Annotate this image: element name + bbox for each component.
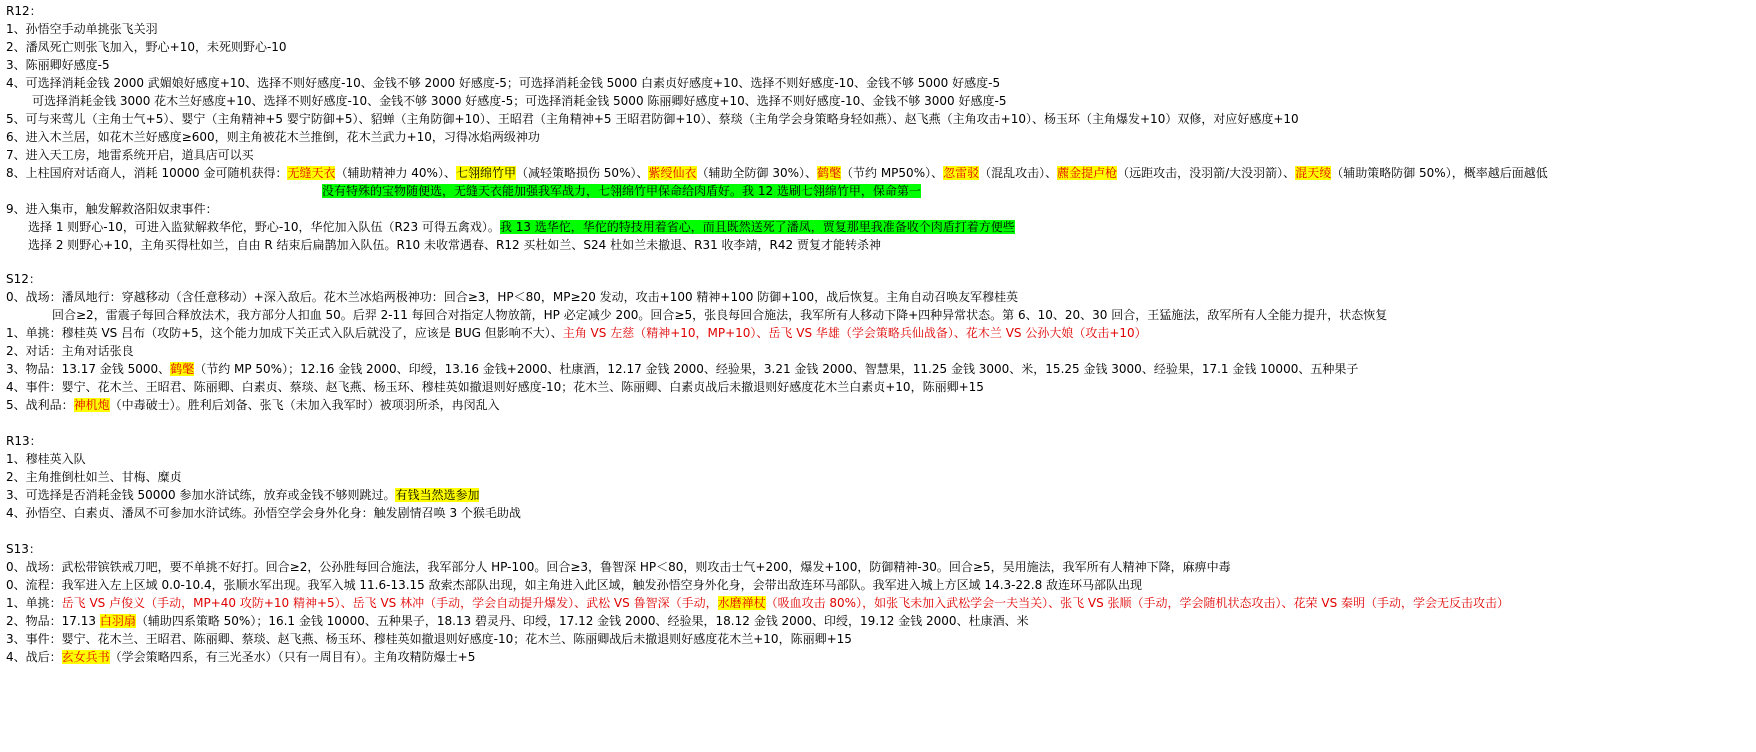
s13-line-2 <box>6 612 1029 630</box>
r12-line-4b: 可选择消耗金钱 3000 花木兰好感度+10、选择不则好感度-10、金钱不够 3000 好感度-5；可选择消耗金钱 5000 陈丽卿好感度+10、选择不则好感度-10、金钱不够 3000 好感度-5 <box>32 94 1007 108</box>
item-highlight: 混天绫 <box>1295 166 1332 180</box>
line-text: 3、物品：13.17 金钱 5000、 <box>6 362 171 376</box>
yellow-note: 有钱当然选参加 <box>395 488 480 502</box>
line-text: （节约 MP 50%）；12.16 金钱 2000、印绶，13.16 金钱+2000、杜康酒，12.17 金钱 2000、经验果，3.21 金钱 2000、智慧果，11.25 金钱 3000、米，15.25 金钱 3000、经验果，17.1 金钱 10000、五种果子 <box>194 362 1359 376</box>
red-text: 岳飞 VS 卢俊义（手动，MP+40 攻防+10 精神+5）、岳飞 VS 林冲（手动，学会自动提升爆发）、武松 VS 鲁智深（手动， <box>61 596 718 610</box>
r12-line-1: 1、孙悟空手动单挑张飞关羽 <box>6 22 158 36</box>
section-header-s13: S13： <box>6 542 41 556</box>
line-text: 3、可选择是否消耗金钱 50000 参加水浒试练，放弃或金钱不够则跳过。 <box>6 488 396 502</box>
item-desc: （辅助全防御 30%）、 <box>696 166 817 180</box>
red-text: 主角 VS 左慈（精神+10，MP+10）、岳飞 VS 华雄（学会策略兵仙战备）、花木兰 VS 公孙大娘（攻击+10） <box>562 326 1147 340</box>
item-desc: （混乱攻击）、 <box>979 166 1058 180</box>
r12-line-6: 6、进入木兰居，如花木兰好感度≥600，则主角被花木兰推倒，花木兰武力+10，习得冰焰两级神功 <box>6 130 540 144</box>
line-text: 1、单挑： <box>6 596 62 610</box>
item-highlight: 无缝天衣 <box>287 166 336 180</box>
item-highlight: 水磨禅杖 <box>717 596 766 610</box>
item-highlight: 藨金提卢枪 <box>1057 166 1118 180</box>
r12-line-4a: 4、可选择消耗金钱 2000 武媚娘好感度+10、选择不则好感度-10、金钱不够 2000 好感度-5；可选择消耗金钱 5000 白素贞好感度+10、选择不则好感度-10、金钱不够 5000 好感度-5 <box>6 76 1001 90</box>
r12-line-8-note <box>322 182 921 200</box>
s13-line-3: 3、事件：婴宁、花木兰、王昭君、陈丽卿、蔡琰、赵飞燕、杨玉环、穆桂英如撤退则好感度-10；花木兰、陈丽卿战后未撤退则好感度花木兰+10，陈丽卿+15 <box>6 632 852 646</box>
section-header-r12: R12： <box>6 4 42 18</box>
line-text: （辅助四系策略 50%）；16.1 金钱 10000、五种果子，18.13 碧灵丹、印绶，17.12 金钱 2000、经验果，18.12 金钱 2000、印绶，19.12 金钱 2000、杜康酒、米 <box>135 614 1029 628</box>
item-highlight: 神机炮 <box>73 398 110 412</box>
item-highlight: 紫绶仙衣 <box>648 166 697 180</box>
red-text: （吸血攻击 80%），如张飞未加入武松学会一夫当关）、张飞 VS 张顺（手动，学会随机状态攻击）、花荣 VS 秦明（手动，学会无反击攻击） <box>765 596 1509 610</box>
line-text: 2、物品：17.13 <box>6 614 100 628</box>
s13-line-flow: 0、流程：我军进入左上区域 0.0-10.4，张顺水军出现。我军入城 11.6-13.15 敌索杰部队出现，如主角进入此区域，触发孙悟空身外化身，会带出敌连环马部队。我军进入城上方区域 14.3-22.8 敌连环马部队出现 <box>6 578 1143 592</box>
s13-line-4 <box>6 648 475 666</box>
green-note: 没有特殊的宝物随便选，无缝天衣能加强我军战力，七翎绵竹甲保命给肉盾好。我 12 选刷七翎绵竹甲，保命第一 <box>322 184 921 198</box>
line-text: 4、战后： <box>6 650 62 664</box>
line-text: 选择 1 则野心-10，可进入监狱解救华佗，野心-10，华佗加入队伍（R23 可得五禽戏）。 <box>28 220 500 234</box>
s13-line-0: 0、战场：武松带镔铁戒刀吧，要不单挑不好打。回合≥2，公孙胜每回合施法，我军部分人 HP-100。回合≥3，鲁智深 HP＜80，则攻击士气+200，爆发+100，防御精神-30。回合≥5，吴用施法，我军所有人精神下降，麻痹中毒 <box>6 560 1231 574</box>
item-highlight: 白羽扇 <box>99 614 136 628</box>
s12-line-1 <box>6 324 1147 342</box>
r12-line-8 <box>6 164 1548 182</box>
r13-line-2: 2、主角推倒杜如兰、甘梅、糜贞 <box>6 470 182 484</box>
item-desc: （辅助精神力 40%）、 <box>335 166 456 180</box>
r12-line-9a <box>28 218 1015 236</box>
item-highlight: 玄女兵书 <box>61 650 110 664</box>
s12-line-3 <box>6 360 1358 378</box>
item-highlight: 鹤氅 <box>817 166 842 180</box>
r12-line-3: 3、陈丽卿好感度-5 <box>6 58 110 72</box>
r12-line-9b: 选择 2 则野心+10，主角买得杜如兰，自由 R 结束后扁鹊加入队伍。R10 未收常遇春、R12 买杜如兰、S24 杜如兰未撤退、R31 收李靖，R42 贾复才能转杀神 <box>28 238 881 252</box>
section-header-r13: R13： <box>6 434 42 448</box>
s12-line-0b: 回合≥2，雷震子每回合释放法术，我方部分人扣血 50。后羿 2-11 每回合对指定人物放箭，HP 必定减少 200。回合≥5，张良每回合施法，我军所有人移动下降+四种异常状态。第 6、10、20、30 回合，王猛施法，敌军所有人全能力提升，状态恢复 <box>52 308 1388 322</box>
r12-line-9: 9、进入集市，触发解救洛阳奴隶事件： <box>6 202 218 216</box>
green-note: 我 13 选华佗，华佗的特技用着省心，而且既然送死了潘凤，贾复那里我准备收个肉盾打着方便些 <box>499 220 1015 234</box>
line-text: 8、上柱国府对话商人，消耗 10000 金可随机获得： <box>6 166 288 180</box>
item-highlight: 七翎绵竹甲 <box>455 166 516 180</box>
line-text: （学会策略四系，有三光圣水）（只有一周目有）。主角攻精防爆士+5 <box>109 650 476 664</box>
line-text: （中毒破士）。胜利后刘备、张飞（未加入我军时）被项羽所杀，冉闵乱入 <box>109 398 500 412</box>
s13-line-1 <box>6 594 1509 612</box>
r12-line-5: 5、可与来莺儿（主角士气+5）、婴宁（主角精神+5 婴宁防御+5）、貂蝉（主角防御+10）、王昭君（主角精神+5 王昭君防御+10）、蔡琰（主角学会身策略身轻如燕）、赵飞燕（主角攻击+10）、杨玉环（主角爆发+10）双修，对应好感度+10 <box>6 112 1299 126</box>
item-highlight: 忽雷驳 <box>943 166 980 180</box>
r13-line-3 <box>6 486 479 504</box>
s12-line-2: 2、对话：主角对话张良 <box>6 344 134 358</box>
section-header-s12: S12： <box>6 272 41 286</box>
r12-line-2: 2、潘凤死亡则张飞加入，野心+10，未死则野心-10 <box>6 40 287 54</box>
line-text: 1、单挑：穆桂英 VS 吕布（攻防+5，这个能力加成下关正式入队后就没了，应该是 BUG 但影响不大）、 <box>6 326 563 340</box>
s12-line-0a: 0、战场：潘凤地行：穿越移动（含任意移动）+深入敌后。花木兰冰焰两极神功：回合≥3，HP＜80，MP≥20 发动，攻击+100 精神+100 防御+100，战后恢复。主角自动召唤友军穆桂英 <box>6 290 1019 304</box>
item-desc: （减轻策略损伤 50%）、 <box>515 166 649 180</box>
r13-line-1: 1、穆桂英入队 <box>6 452 86 466</box>
item-desc: （辅助策略防御 50%），概率越后面越低 <box>1331 166 1548 180</box>
line-text: 5、战利品： <box>6 398 74 412</box>
s12-line-5 <box>6 396 500 414</box>
r13-line-4: 4、孙悟空、白素贞、潘凤不可参加水浒试练。孙悟空学会身外化身：触发剧情召唤 3 个猴毛助战 <box>6 506 521 520</box>
item-desc: （远距攻击，没羽箭/大没羽箭）、 <box>1117 166 1296 180</box>
r12-line-7: 7、进入天工房，地雷系统开启，道具店可以买 <box>6 148 254 162</box>
item-highlight: 鹤氅 <box>170 362 195 376</box>
item-desc: （节约 MP50%）、 <box>841 166 944 180</box>
s12-line-4: 4、事件：婴宁、花木兰、王昭君、陈丽卿、白素贞、蔡琰、赵飞燕、杨玉环、穆桂英如撤退则好感度-10；花木兰、陈丽卿、白素贞战后未撤退则好感度花木兰白素贞+10，陈丽卿+15 <box>6 380 984 394</box>
